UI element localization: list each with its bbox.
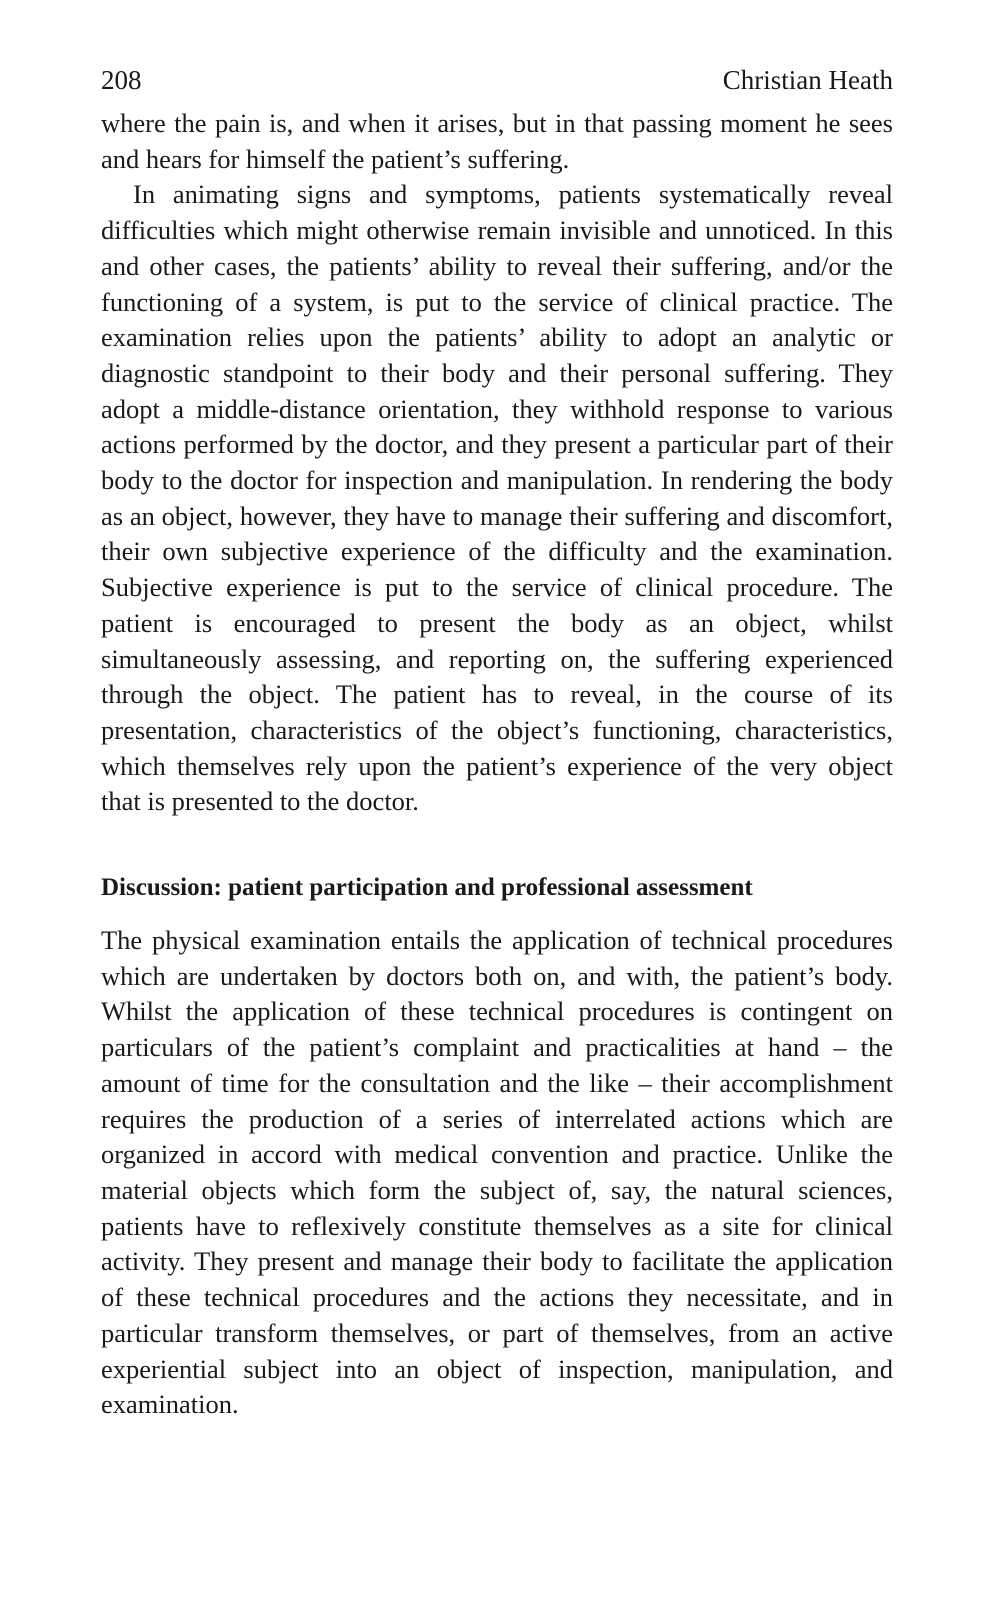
section-heading: Discussion: patient participation and professional assessment [101, 874, 753, 902]
paragraph-physical-examination: The physical examination entails the application of technical procedures which are undertaken by doctors both on, and with, the patient’s body. Whilst the application of these technical procedures is contingent on particulars of the patient’s complaint and practicalities at hand – the amount of time for the consultation and the like – their accomplishment requires the production of a series of interrelated actions which are organized in accord with medical convention and practice. Unlike the material objects which form the subject of, say, the natural sciences, patients have to reflexively constitute themselves as a site for clinical activity. They present and manage their body to facilitate the application of these technical procedures and the actions they necessitate, and in particular transform themselves, or part of themselves, from an active experiential subject into an object of inspection, manipulation, and examination. [101, 925, 893, 1420]
body-text [101, 106, 893, 820]
running-head-author: Christian Heath [722, 65, 893, 95]
page-number: 208 [101, 65, 142, 95]
section-body [101, 923, 893, 1423]
paragraph-continued: where the pain is, and when it arises, but in that passing moment he sees and hears for himself the patient’s suffering. [101, 108, 893, 174]
running-head [101, 62, 893, 98]
paragraph-animating-signs: In animating signs and symptoms, patients systematically reveal difficulties which might otherwise remain invisible and unnoticed. In this and other cases, the patients’ ability to reveal their suffering, and/or the functioning of a system, is put to the service of clinical practice. The examination relies upon the patients’ ability to adopt an analytic or diagnostic standpoint to their body and their personal suffering. They adopt a middle-distance orientation, they withhold response to various actions performed by the doctor, and they present a particular part of their body to the doctor for inspection and manipulation. In rendering the body as an object, however, they have to manage their suffering and discomfort, their own subjective experience of the difficulty and the examination. Subjective experience is put to the service of clinical procedure. The patient is encouraged to present the body as an object, whilst simultaneously assessing, and reporting on, the suffering experienced through the object. The patient has to reveal, in the course of its presentation, characteristics of the object’s functioning, characteristics, which themselves rely upon the patient’s experience of the very object that is presented to the doctor. [101, 179, 893, 817]
book-page [101, 62, 893, 1423]
